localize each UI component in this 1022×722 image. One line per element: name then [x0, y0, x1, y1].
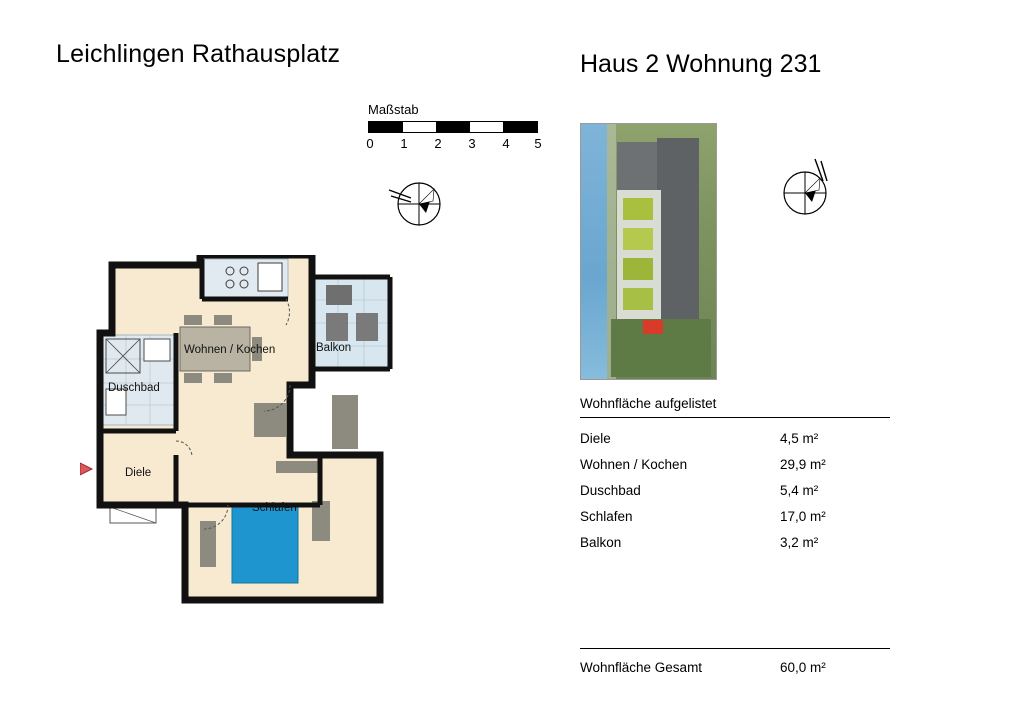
chair [184, 315, 202, 325]
total-row [580, 649, 890, 681]
scale-segment [470, 122, 504, 132]
area-table-heading: Wohnfläche aufgelistet [580, 396, 717, 411]
site-building-b [657, 138, 699, 328]
site-green-area [623, 228, 653, 250]
table-row [580, 452, 890, 478]
scale-tick-labels [366, 136, 542, 152]
nightstand [200, 521, 216, 567]
site-green-area [623, 288, 653, 310]
sideboard [276, 461, 318, 473]
scale-tick: 4 [502, 136, 510, 151]
chair [214, 373, 232, 383]
divider [580, 417, 890, 418]
room-name: Duschbad [580, 483, 641, 498]
site-unit-marker [643, 320, 663, 334]
unit-title: Haus 2 Wohnung 231 [580, 50, 822, 78]
room-label-duschbad: Duschbad [108, 382, 160, 394]
scale-bar-block [368, 102, 548, 152]
table-row [580, 426, 890, 452]
north-arrow-icon [775, 155, 839, 219]
total-label: Wohnfläche Gesamt [580, 660, 703, 675]
balcony-furniture [356, 313, 378, 341]
bed [232, 507, 298, 583]
balcony-furniture [326, 285, 352, 305]
site-green-area [623, 258, 653, 280]
room-label-diele: Diele [125, 467, 152, 479]
scale-tick: 1 [400, 136, 408, 151]
scale-tick: 0 [366, 136, 374, 151]
area-table [580, 396, 890, 556]
page-title: Leichlingen Rathausplatz [56, 40, 341, 68]
room-area: 5,4 m² [780, 483, 819, 498]
room-label-balkon: Balkon [316, 342, 352, 354]
room-area: 3,2 m² [780, 535, 819, 550]
kitchen-sink [258, 263, 282, 291]
scale-segment [369, 122, 403, 132]
scale-segment [504, 122, 537, 132]
site-green-area [623, 198, 653, 220]
scale-segment [437, 122, 471, 132]
room-name: Schlafen [580, 509, 633, 524]
room-name: Balkon [580, 535, 622, 550]
table-row [580, 478, 890, 504]
washbasin [144, 339, 170, 361]
room-label-schlafen: Schlafen [252, 502, 297, 514]
armchair [254, 403, 286, 437]
room-label-wohnen: Wohnen / Kochen [184, 344, 276, 356]
sofa [332, 395, 358, 449]
total-value: 60,0 m² [780, 660, 826, 675]
floor-plan-drawing [80, 255, 410, 605]
total-area-block [580, 648, 890, 681]
site-water [581, 124, 607, 379]
chair [214, 315, 232, 325]
room-area: 17,0 m² [780, 509, 826, 524]
room-area: 4,5 m² [780, 431, 819, 446]
balcony-furniture [326, 313, 348, 341]
chair [184, 373, 202, 383]
scale-tick: 2 [434, 136, 442, 151]
scale-tick: 3 [468, 136, 476, 151]
room-area: 29,9 m² [780, 457, 826, 472]
table-row [580, 530, 890, 556]
entrance-arrow-icon [80, 463, 92, 475]
scale-label: Maßstab [368, 102, 419, 117]
site-aerial-photo [580, 123, 717, 380]
scale-tick: 5 [534, 136, 542, 151]
scale-segment [403, 122, 437, 132]
room-name: Diele [580, 431, 611, 446]
scale-bar-graphic [368, 121, 538, 133]
table-row [580, 504, 890, 530]
room-name: Wohnen / Kochen [580, 457, 688, 472]
north-arrow-icon [385, 168, 449, 232]
site-building-a [617, 142, 659, 190]
